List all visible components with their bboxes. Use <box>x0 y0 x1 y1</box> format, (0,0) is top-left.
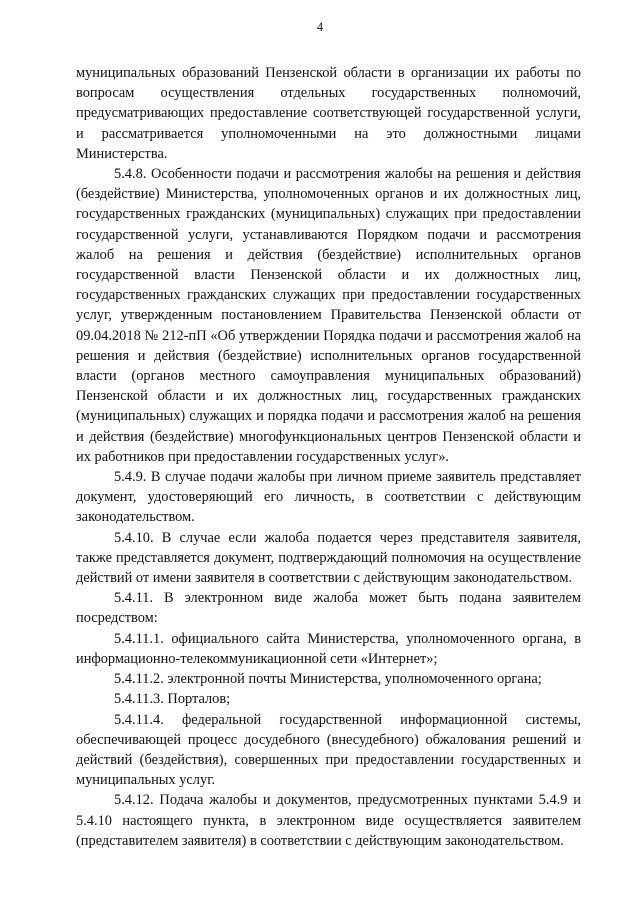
paragraph-clause-5-4-11-2: 5.4.11.2. электронной почты Министерства, уполномоченного органа; <box>114 671 542 688</box>
page-number: 4 <box>316 20 324 34</box>
paragraph-clause-5-4-11: 5.4.11. В электронном виде жалоба может быть подана заявителем посредством: <box>76 590 581 627</box>
paragraph-clause-5-4-8: 5.4.8. Особенности подачи и рассмотрения жалобы на решения и действия (бездействие) Министерства, уполномоченных органов и их должностных лиц, государственных гражданских (муниципальных) служащих при предоставлении государственной услуги, устанавливаются Порядком подачи и рассмотрения жалоб на решения и действия (бездействие) исполнительных органов государственной власти Пензенской области и их должностных лиц, государственных гражданских служащих при предоставлении государственных услуг, утвержденным постановлением Правительства Пензенской области от 09.04.2018 № 212-пП «Об утверждении Порядка подачи и рассмотрения жалоб на решения и действия (бездействие) исполнительных органов государственной власти (органов местного самоуправления муниципальных образований) Пензенской области и их должностных лиц, государственных гражданских (муниципальных) служащих и порядка подачи и рассмотрения жалоб на решения и действия (бездействие) многофункциональных центров Пензенской области и их работников при предоставлении государственных услуг». <box>76 166 581 465</box>
paragraph-clause-5-4-11-1: 5.4.11.1. официального сайта Министерства, уполномоченного органа, в информационно-телекоммуникационной сети «Интернет»; <box>76 630 581 667</box>
paragraph-clause-5-4-12: 5.4.12. Подача жалобы и документов, предусмотренных пунктами 5.4.9 и 5.4.10 настоящего пункта, в электронном виде осуществляется заявителем (представителем заявителя) в соответствии с действующим законодательством. <box>76 792 581 849</box>
paragraph-clause-5-4-11-3: 5.4.11.3. Порталов; <box>114 691 231 708</box>
paragraph-intro-continuation: муниципальных образований Пензенской области в организации их работы по вопросам осуществления отдельных государственных полномочий, предусматривающих предоставление соответствующей государственной услуги, и рассматривается уполномоченными на это должностными лицами Министерства. <box>76 65 581 162</box>
document-body <box>76 63 581 851</box>
paragraph-clause-5-4-10: 5.4.10. В случае если жалоба подается через представителя заявителя, также представляется документ, подтверждающий полномочия на осуществление действий от имени заявителя в соответствии с действующим законодательством. <box>76 529 581 587</box>
paragraph-clause-5-4-9: 5.4.9. В случае подачи жалобы при личном приеме заявитель представляет документ, удостоверяющий его личность, в соответствии с действующим законодательством. <box>76 469 581 526</box>
paragraph-clause-5-4-11-4: 5.4.11.4. федеральной государственной информационной системы, обеспечивающей процесс досудебного (внесудебного) обжалования решений и действий (бездействия), совершенных при предоставлении государственных и муниципальных услуг. <box>76 711 581 789</box>
